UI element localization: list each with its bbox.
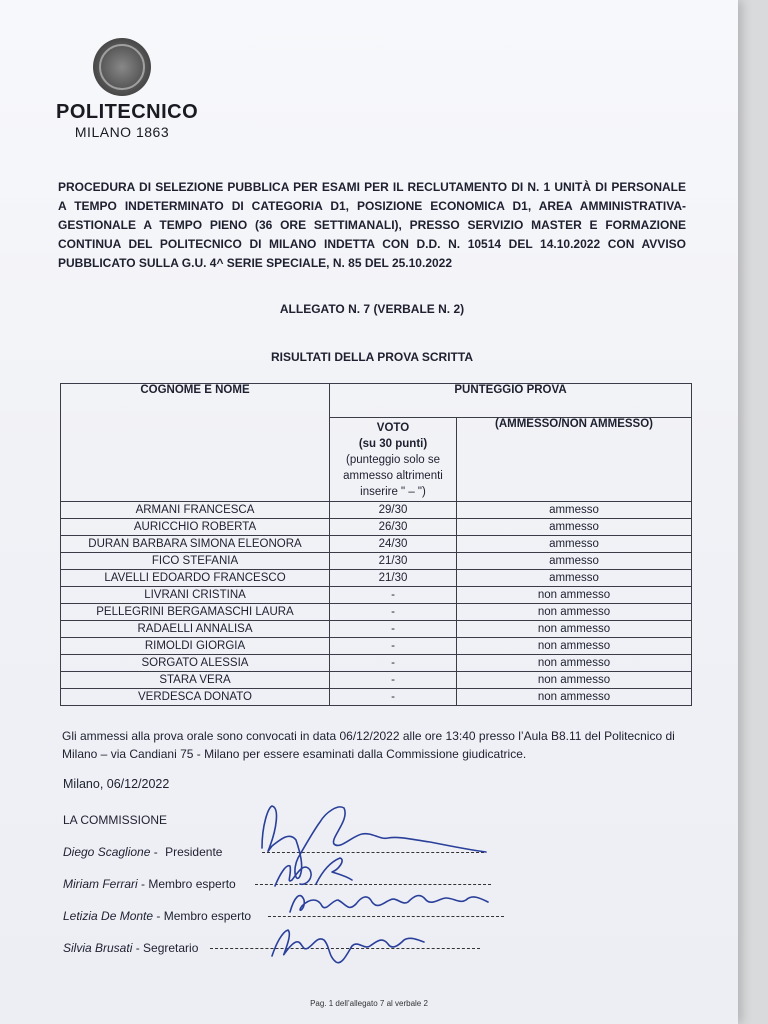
signature-line bbox=[268, 916, 504, 917]
member-name: Letizia De Monte bbox=[63, 909, 154, 923]
member-expert-2: Letizia De Monte - Membro esperto bbox=[63, 909, 252, 923]
member-name: Miriam Ferrari bbox=[63, 877, 138, 891]
cell-name: ARMANI FRANCESCA bbox=[61, 502, 330, 519]
cell-voto: - bbox=[330, 621, 457, 638]
signature-line bbox=[255, 884, 491, 885]
cell-voto: 26/30 bbox=[330, 519, 457, 536]
cell-esito: ammesso bbox=[457, 519, 692, 536]
cell-name: AURICCHIO ROBERTA bbox=[61, 519, 330, 536]
politecnico-seal-logo bbox=[93, 38, 151, 96]
place-date: Milano, 06/12/2022 bbox=[63, 777, 170, 791]
cell-voto: 21/30 bbox=[330, 553, 457, 570]
column-header-score-group: PUNTEGGIO PROVA bbox=[330, 384, 692, 418]
column-header-voto bbox=[330, 418, 457, 502]
cell-name: SORGATO ALESSIA bbox=[61, 655, 330, 672]
cell-esito: ammesso bbox=[457, 570, 692, 587]
procedure-heading: PROCEDURA DI SELEZIONE PUBBLICA PER ESAMI PER IL RECLUTAMENTO DI N. 1 UNITÀ DI PERSONALE A TEMPO INDETERMINATO DI CATEGORIA D1, POSIZIONE ECONOMICA D1, AREA AMMINISTRATIVA-GESTIONALE A TEMPO PIENO (36 ORE SETTIMANALI), PRESSO SERVIZIO MASTER E FORMAZIONE CONTINUA DEL POLITECNICO DI MILANO INDETTA CON D.D. N. 10514 DEL 14.10.2022 CON AVVISO PUBBLICATO SULLA G.U. 4^ SERIE SPECIALE, N. 85 DEL 25.10.2022 bbox=[58, 180, 686, 270]
cell-name: LIVRANI CRISTINA bbox=[61, 587, 330, 604]
table-row bbox=[61, 655, 692, 672]
cell-voto: - bbox=[330, 672, 457, 689]
table-row bbox=[61, 638, 692, 655]
cell-name: VERDESCA DONATO bbox=[61, 689, 330, 706]
signature-line bbox=[262, 852, 484, 853]
member-name: Silvia Brusati bbox=[63, 941, 133, 955]
cell-name: PELLEGRINI BERGAMASCHI LAURA bbox=[61, 604, 330, 621]
table-row bbox=[61, 570, 692, 587]
cell-name: RIMOLDI GIORGIA bbox=[61, 638, 330, 655]
table-row bbox=[61, 689, 692, 706]
table-row bbox=[61, 519, 692, 536]
signature-scaglione bbox=[262, 806, 486, 878]
cell-voto: 21/30 bbox=[330, 570, 457, 587]
results-table-body bbox=[61, 502, 692, 706]
cell-voto: - bbox=[330, 689, 457, 706]
table-row bbox=[61, 502, 692, 519]
signature-de-monte bbox=[290, 896, 488, 912]
cell-name: RADAELLI ANNALISA bbox=[61, 621, 330, 638]
cell-voto: 29/30 bbox=[330, 502, 457, 519]
voto-subtitle: (su 30 punti) bbox=[358, 438, 428, 450]
cell-esito: non ammesso bbox=[457, 689, 692, 706]
cell-esito: ammesso bbox=[457, 536, 692, 553]
cell-esito: ammesso bbox=[457, 502, 692, 519]
cell-name: LAVELLI EDOARDO FRANCESCO bbox=[61, 570, 330, 587]
page-footer: Pag. 1 dell’allegato 7 al verbale 2 bbox=[310, 999, 428, 1008]
cell-esito: non ammesso bbox=[457, 587, 692, 604]
member-role: Membro esperto bbox=[163, 909, 252, 923]
cell-esito: non ammesso bbox=[457, 621, 692, 638]
cell-esito: non ammesso bbox=[457, 672, 692, 689]
member-name: Diego Scaglione bbox=[63, 845, 151, 859]
cell-voto: - bbox=[330, 587, 457, 604]
cell-voto: - bbox=[330, 655, 457, 672]
cell-esito: non ammesso bbox=[457, 604, 692, 621]
signature-line bbox=[210, 948, 480, 949]
table-row bbox=[61, 621, 692, 638]
results-table bbox=[60, 383, 692, 706]
oral-exam-note: Gli ammessi alla prova orale sono convocati in data 06/12/2022 alle ore 13:40 presso l’Aula B8.11 del Politecnico di Milano – via Candiani 75 - Milano per essere esaminati dalla Commissione giudicatrice. bbox=[62, 729, 675, 761]
table-row bbox=[61, 553, 692, 570]
allegato-title: ALLEGATO N. 7 (VERBALE N. 2) bbox=[279, 302, 465, 316]
cell-voto: - bbox=[330, 604, 457, 621]
signature-brusati bbox=[272, 930, 424, 963]
column-header-name: COGNOME E NOME bbox=[61, 384, 330, 502]
member-president: Diego Scaglione - Presidente bbox=[63, 845, 223, 859]
table-row bbox=[61, 672, 692, 689]
voto-note: (punteggio solo se ammesso altrimenti inserire " – ") bbox=[343, 454, 443, 498]
member-role: Membro esperto bbox=[148, 877, 236, 891]
cell-esito: non ammesso bbox=[457, 638, 692, 655]
cell-voto: - bbox=[330, 638, 457, 655]
results-title: RISULTATI DELLA PROVA SCRITTA bbox=[271, 350, 473, 364]
cell-name: STARA VERA bbox=[61, 672, 330, 689]
cell-voto: 24/30 bbox=[330, 536, 457, 553]
table-row bbox=[61, 604, 692, 621]
table-row bbox=[61, 587, 692, 604]
table-row bbox=[61, 536, 692, 553]
cell-esito: non ammesso bbox=[457, 655, 692, 672]
member-expert-1: Miriam Ferrari - Membro esperto bbox=[63, 877, 236, 891]
logo-name: POLITECNICO bbox=[56, 101, 199, 123]
voto-title: VOTO bbox=[376, 422, 410, 434]
member-secretary: Silvia Brusati - Segretario bbox=[63, 941, 199, 955]
member-role: Presidente bbox=[165, 845, 223, 859]
commission-label: LA COMMISSIONE bbox=[63, 813, 168, 827]
signature-ferrari bbox=[275, 858, 352, 886]
cell-esito: ammesso bbox=[457, 553, 692, 570]
cell-name: DURAN BARBARA SIMONA ELEONORA bbox=[61, 536, 330, 553]
column-header-status: (AMMESSO/NON AMMESSO) bbox=[457, 418, 692, 502]
member-role: Segretario bbox=[143, 941, 199, 955]
logo-subtitle: MILANO 1863 bbox=[74, 124, 170, 140]
cell-name: FICO STEFANIA bbox=[61, 553, 330, 570]
